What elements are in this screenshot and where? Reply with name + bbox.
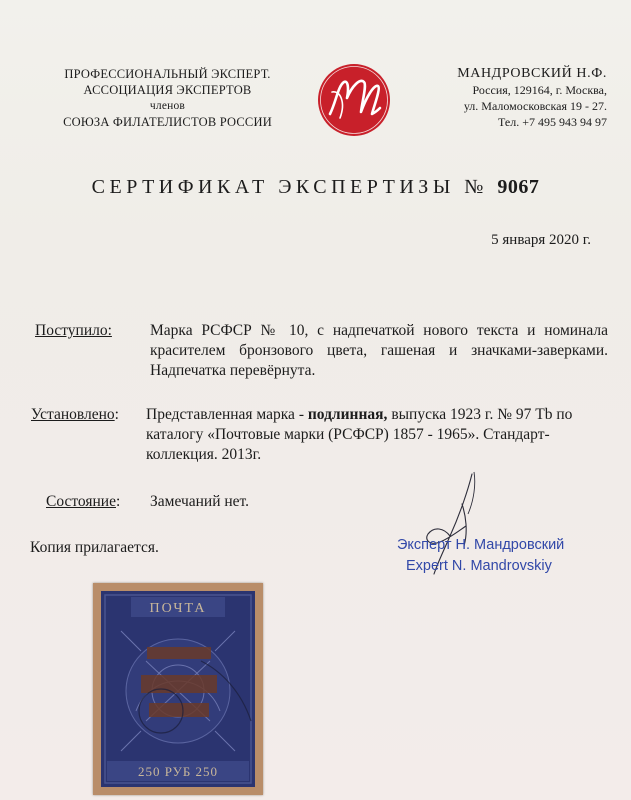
stamp-value-text: 250 РУБ 250	[137, 764, 219, 779]
address-line1: Россия, 129164, г. Москва,	[472, 83, 607, 97]
established-text-after: выпуска 1923 г. № 97 Tb по каталогу «Почтовые марки (РСФСР) 1857 - 1965». Стандарт-коллекция. 2013г.	[146, 406, 573, 463]
copy-note: Копия прилагается.	[30, 539, 159, 556]
received-label: Поступило:	[35, 322, 112, 339]
header-left-line4: СОЮЗА ФИЛАТЕЛИСТОВ РОССИИ	[63, 115, 272, 129]
stamp-artwork	[101, 591, 255, 787]
header-left-line3: членов	[149, 100, 186, 112]
header-association	[30, 66, 305, 130]
condition-label: Состояние	[46, 493, 116, 510]
established-colon: :	[114, 406, 119, 423]
expert-name: МАНДРОВСКИЙ Н.Ф.	[457, 66, 607, 81]
expert-stamp-ru: Эксперт Н. Мандровский	[397, 537, 565, 553]
received-text: Марка РСФСР № 10, с надпечаткой нового текста и номинала красителем бронзового цвета, гашеная и значками-заверками. Надпечатка перевёрнута.	[150, 322, 608, 379]
condition-text: Замечаний нет.	[150, 493, 250, 510]
certificate-number: 9067	[497, 176, 540, 198]
certificate-title	[0, 176, 631, 199]
established-verdict: подлинная,	[307, 406, 388, 423]
established-text	[146, 405, 608, 465]
expert-stamp	[397, 535, 564, 577]
certificate-date: 5 января 2020 г.	[491, 232, 591, 248]
phone: Тел. +7 495 943 94 97	[498, 115, 607, 129]
stamp-top-text: ПОЧТА	[149, 601, 207, 616]
title-text: СЕРТИФИКАТ ЭКСПЕРТИЗЫ №	[91, 176, 488, 198]
established-label-wrap	[31, 405, 119, 425]
header-left-line1: ПРОФЕССИОНАЛЬНЫЙ ЭКСПЕРТ.	[64, 67, 271, 81]
established-text-before: Представленная марка -	[146, 406, 308, 423]
header-expert-contact	[415, 66, 607, 130]
condition-colon: :	[115, 493, 121, 510]
established-label: Установлено	[31, 406, 115, 423]
m-monogram-logo	[316, 62, 392, 138]
address-line2: ул. Маломосковская 19 - 27.	[463, 99, 607, 113]
header-left-line2: АССОЦИАЦИЯ ЭКСПЕРТОВ	[83, 83, 252, 97]
postage-stamp-image	[93, 583, 263, 795]
expert-stamp-en: Expert N. Mandrovskiy	[406, 558, 552, 574]
condition-label-wrap	[46, 492, 120, 512]
